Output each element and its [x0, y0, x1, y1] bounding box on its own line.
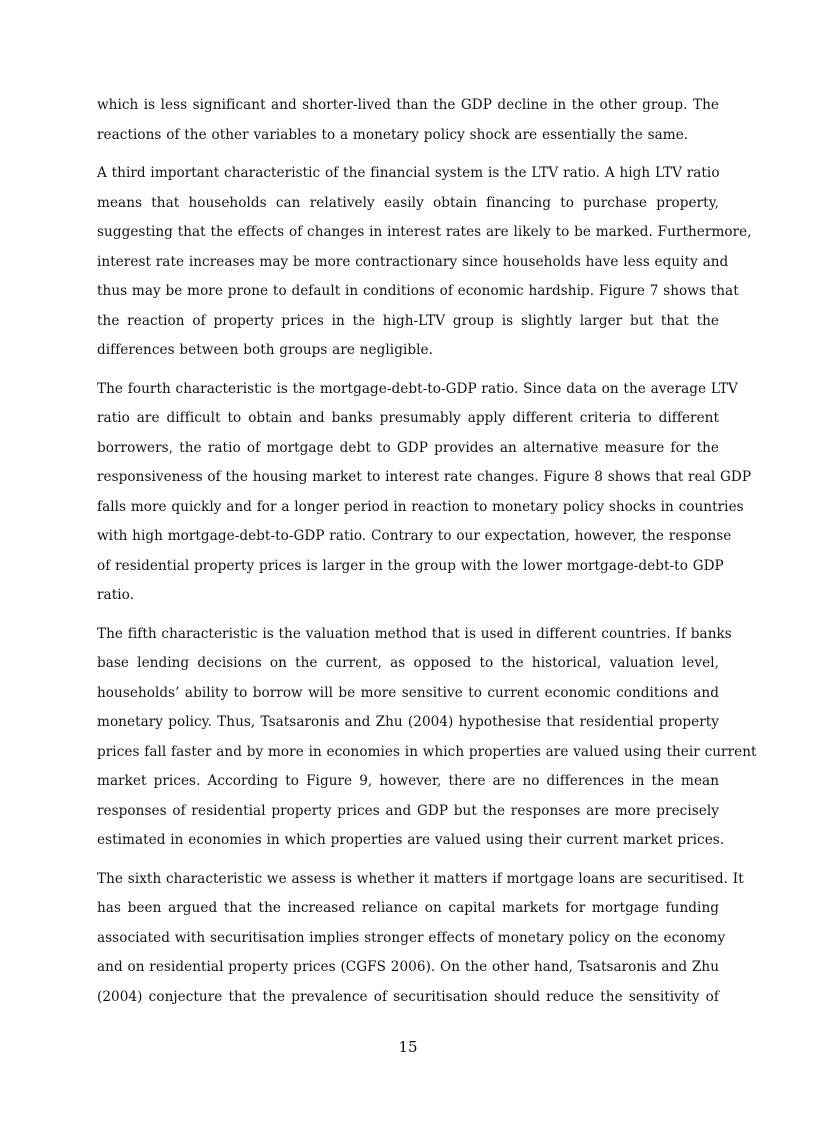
paragraph-ltv-ratio [97, 159, 752, 366]
text-line: has been argued that the increased reliance on capital markets for mortgage funding [97, 900, 719, 916]
text-line: households’ ability to borrow will be more sensitive to current economic conditions and [97, 684, 719, 701]
text-line: suggesting that the effects of changes in interest rates are likely to be marked. Furthermore, [97, 224, 752, 240]
text-line: The fourth characteristic is the mortgage-debt-to-GDP ratio. Since data on the average LTV [97, 380, 738, 397]
text-line: with high mortgage-debt-to-GDP ratio. Contrary to our expectation, however, the response [97, 528, 732, 544]
text-line: associated with securitisation implies stronger effects of monetary policy on the economy [97, 929, 726, 946]
text-line: reactions of the other variables to a monetary policy shock are essentially the same. [97, 126, 689, 143]
text-line: and on residential property prices (CGFS 2006). On the other hand, Tsatsaronis and Zhu [97, 959, 720, 975]
text-line: A third important characteristic of the financial system is the LTV ratio. A high LTV ratio [97, 165, 720, 181]
text-line: The sixth characteristic we assess is whether it matters if mortgage loans are securitised. It [97, 870, 744, 887]
paragraph-mortgage-debt-to-gdp [97, 375, 752, 611]
text-line: which is less significant and shorter-lived than the GDP decline in the other group. The [97, 97, 719, 113]
text-line: prices fall faster and by more in economies in which properties are valued using their current [97, 743, 757, 760]
text-line: borrowers, the ratio of mortgage debt to GDP provides an alternative measure for the [97, 439, 719, 456]
text-line: (2004) conjecture that the prevalence of securitisation should reduce the sensitivity of [97, 988, 719, 1005]
text-line: market prices. According to Figure 9, however, there are no differences in the mean [97, 773, 719, 789]
page-number: 15 [398, 1038, 418, 1056]
text-line: estimated in economies in which properties are valued using their current market prices. [97, 832, 725, 848]
text-line: monetary policy. Thus, Tsatsaronis and Zhu (2004) hypothesise that residential property [97, 714, 719, 730]
text-line: ratio are difficult to obtain and banks presumably apply different criteria to different [97, 410, 719, 426]
text-line: responsiveness of the housing market to interest rate changes. Figure 8 shows that real GDP [97, 469, 752, 485]
text-line: thus may be more prone to default in conditions of economic hardship. Figure 7 shows that [97, 283, 739, 299]
text-line: the reaction of property prices in the high-LTV group is slightly larger but that the [97, 312, 719, 329]
text-line: differences between both groups are negligible. [97, 342, 433, 358]
paragraph-gdp-decline [97, 91, 719, 150]
text-line: base lending decisions on the current, as opposed to the historical, valuation level, [97, 655, 719, 671]
text-line: ratio. [97, 587, 134, 603]
paragraph-securitisation [97, 865, 744, 1013]
paragraph-valuation-method [97, 620, 757, 856]
text-line: means that households can relatively easily obtain financing to purchase property, [97, 194, 719, 211]
text-line: The fifth characteristic is the valuation method that is used in different countries. If banks [97, 625, 732, 642]
text-line: interest rate increases may be more contractionary since households have less equity and [97, 253, 729, 270]
text-line: falls more quickly and for a longer period in reaction to monetary policy shocks in countries [97, 498, 744, 515]
text-line: of residential property prices is larger in the group with the lower mortgage-debt-to GDP [97, 557, 724, 574]
text-line: responses of residential property prices and GDP but the responses are more precisely [97, 802, 719, 819]
page-body [97, 91, 757, 1021]
